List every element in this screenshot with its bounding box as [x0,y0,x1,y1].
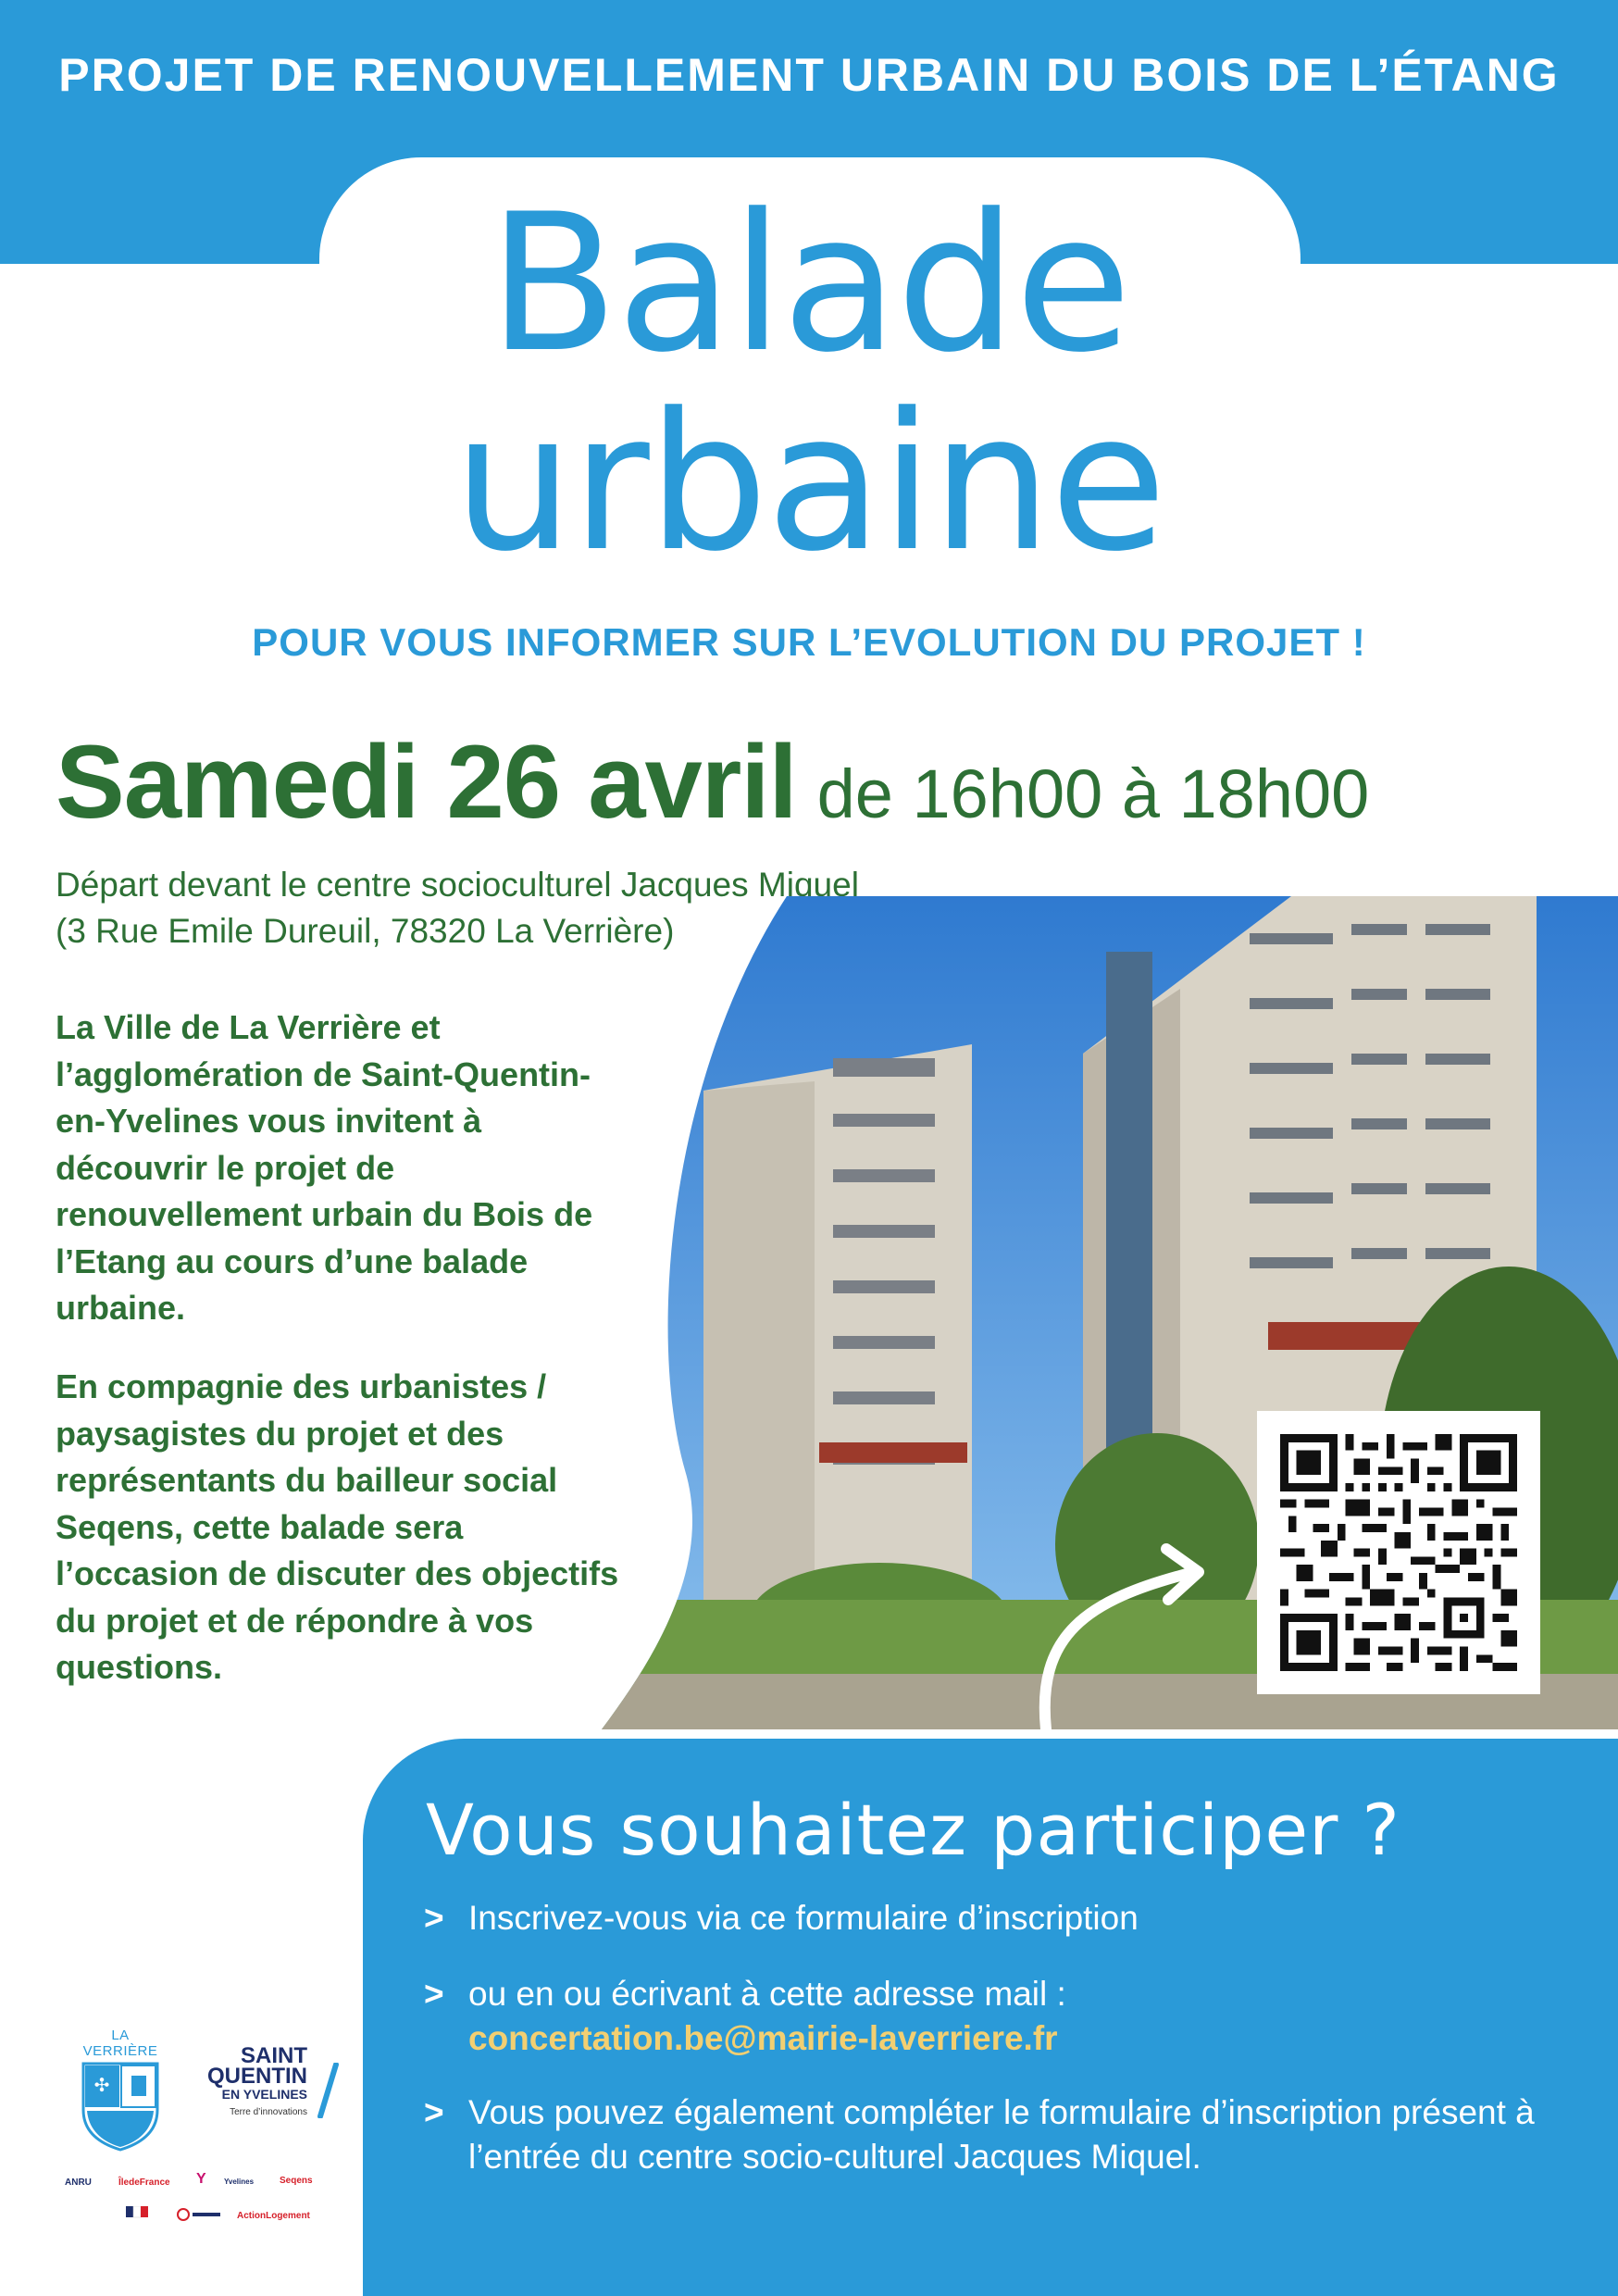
chevron-right-icon: > [424,1899,444,1937]
svg-text:✣: ✣ [93,2074,110,2096]
partner-yvelines-icon: Y [196,2171,206,2187]
chevron-right-icon: > [424,1975,444,2013]
sqy-logo-line2: QUENTIN [207,2064,307,2089]
partner-seqens-logo: Seqens [280,2176,313,2186]
coat-of-arms-icon [74,2059,167,2152]
title-urbaine: urbaine [453,373,1165,593]
address-line-2: (3 Rue Emile Dureuil, 78320 La Verrière) [56,912,675,950]
territoires-icon [176,2206,222,2225]
partner-idf-logo: ÎledeFrance [118,2177,170,2188]
event-date-line [56,722,1574,842]
intro-paragraph: La Ville de La Verrière et l’agglomération de Saint-Quentin-en-Yvelines vous invitent à découvrir le projet de renouvellement urbain du Bois de l’Etang au cours d’une balade urbaine. [56,1008,593,1327]
la-verriere-logo [74,2028,167,2156]
cta-item-email-text: ou en ou écrivant à cette adresse mail : [468,1975,1066,2013]
qr-code[interactable] [1257,1411,1540,1694]
sqy-logo-line3: EN YVELINES [221,2087,307,2102]
cta-item-onsite-text: Vous pouvez également compléter le formulaire d’inscription présent à l’entrée du centre socio-culturel Jacques Miquel. [468,2093,1535,2176]
project-title: PROJET DE RENOUVELLEMENT URBAIN DU BOIS DE L’ÉTANG [58,49,1560,101]
sqy-logo [194,2043,352,2117]
sqy-slash-icon [313,2063,341,2118]
qr-code-icon [1280,1434,1517,1671]
address-line-1: Départ devant le centre socioculturel Jacques Miquel [56,866,859,904]
event-date: Samedi 26 avril [56,724,797,840]
republique-francaise-icon [126,2206,167,2225]
sqy-logo-tagline: Terre d’innovations [230,2107,307,2117]
tagline: POUR VOUS INFORMER SUR L’EVOLUTION DU PROJET ! [252,620,1366,664]
partner-yvelines-logo: Yvelines [224,2177,255,2186]
chevron-right-icon: > [424,2093,444,2131]
sqy-logo-line1: SAINT [241,2043,307,2068]
email-link[interactable]: concertation.be@mairie-laverriere.fr [468,2019,1058,2057]
cta-item-email [424,1972,1581,2061]
partner-actionlogement-logo: ActionLogement [237,2211,310,2221]
event-time: de 16h00 à 18h00 [816,755,1370,832]
cta-item-form-text: Inscrivez-vous via ce formulaire d’inscription [468,1899,1139,1937]
cta-item-form[interactable] [424,1896,1581,1940]
la-verriere-logo-text: LA VERRIÈRE [82,2028,158,2059]
cta-item-onsite [424,2090,1581,2179]
cta-title: Vous souhaitez participer ? [426,1789,1400,1871]
partner-anru-logo: ANRU [65,2177,92,2188]
company-paragraph: En compagnie des urbanistes / paysagistes du projet et des représentants du bailleur social Seqens, cette balade sera l’occasion de discuter des objectifs du projet et de répondre à vos questions. [56,1367,619,1686]
title-balade: Balade [488,174,1130,394]
